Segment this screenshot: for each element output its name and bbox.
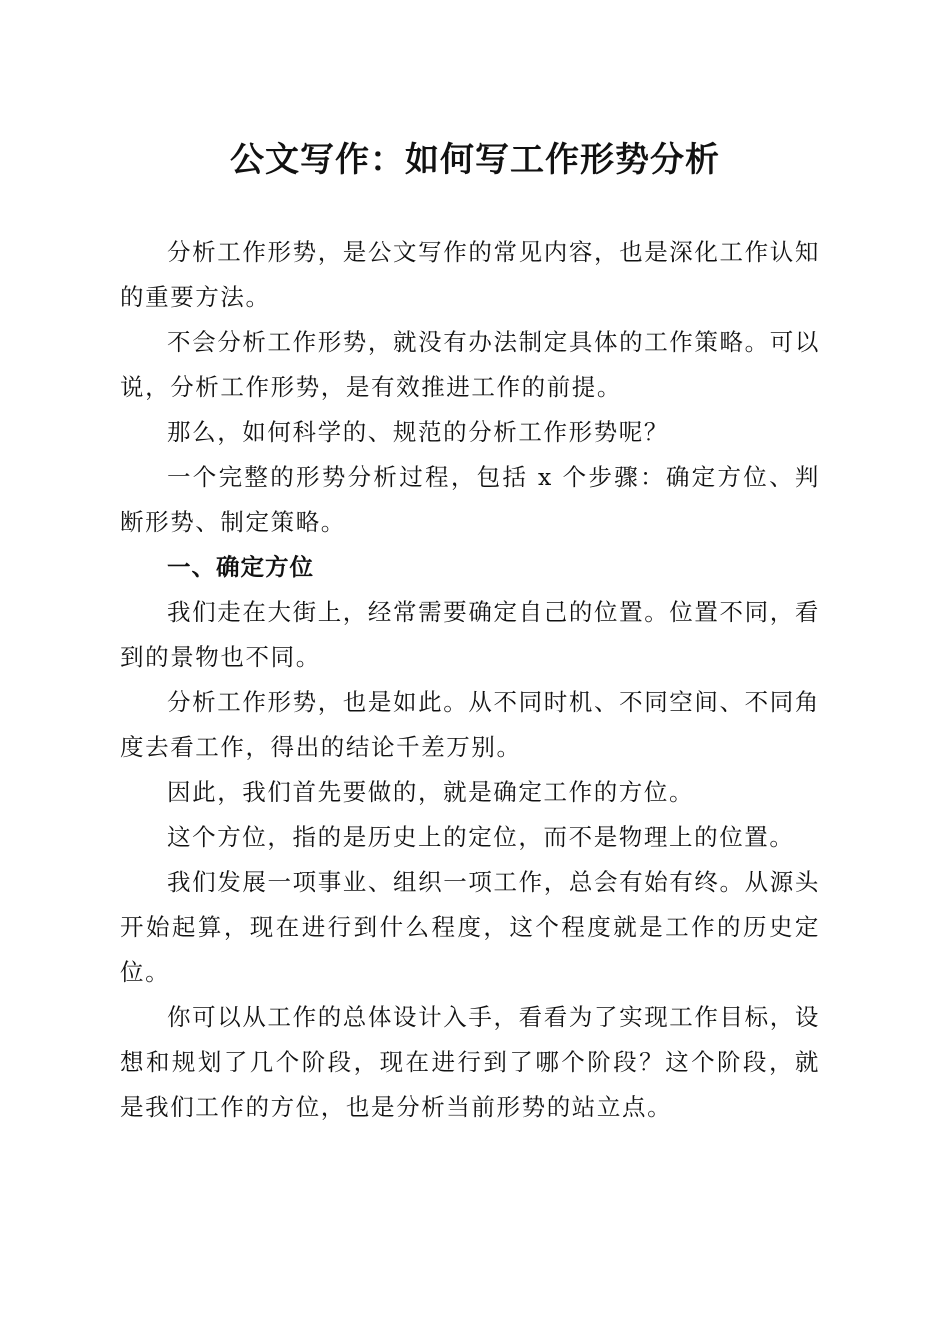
paragraph: 我们发展一项事业、组织一项工作，总会有始有终。从源头开始起算，现在进行到什么程度，这个程度就是工作的历史定位。 — [120, 868, 820, 986]
document-body — [120, 230, 820, 1130]
document-title: 公文写作：如何写工作形势分析 — [230, 140, 720, 180]
paragraph: 分析工作形势，也是如此。从不同时机、不同空间、不同角度去看工作，得出的结论千差万别。 — [120, 688, 820, 761]
paragraph: 那么，如何科学的、规范的分析工作形势呢？ — [167, 418, 669, 446]
paragraph: 我们走在大街上，经常需要确定自己的位置。位置不同，看到的景物也不同。 — [120, 598, 820, 671]
paragraph: 不会分析工作形势，就没有办法制定具体的工作策略。可以说，分析工作形势，是有效推进工作的前提。 — [120, 328, 820, 401]
paragraph: 你可以从工作的总体设计入手，看看为了实现工作目标，设想和规划了几个阶段，现在进行到了哪个阶段？这个阶段，就是我们工作的方位，也是分析当前形势的站立点。 — [120, 1003, 820, 1121]
paragraph: 这个方位，指的是历史上的定位，而不是物理上的位置。 — [167, 823, 795, 851]
paragraph: 因此，我们首先要做的，就是确定工作的方位。 — [167, 778, 695, 806]
paragraph: 分析工作形势，是公文写作的常见内容，也是深化工作认知的重要方法。 — [120, 238, 820, 311]
section-heading: 一、确定方位 — [167, 553, 314, 581]
paragraph: 一个完整的形势分析过程，包括 x 个步骤：确定方位、判断形势、制定策略。 — [120, 463, 820, 536]
